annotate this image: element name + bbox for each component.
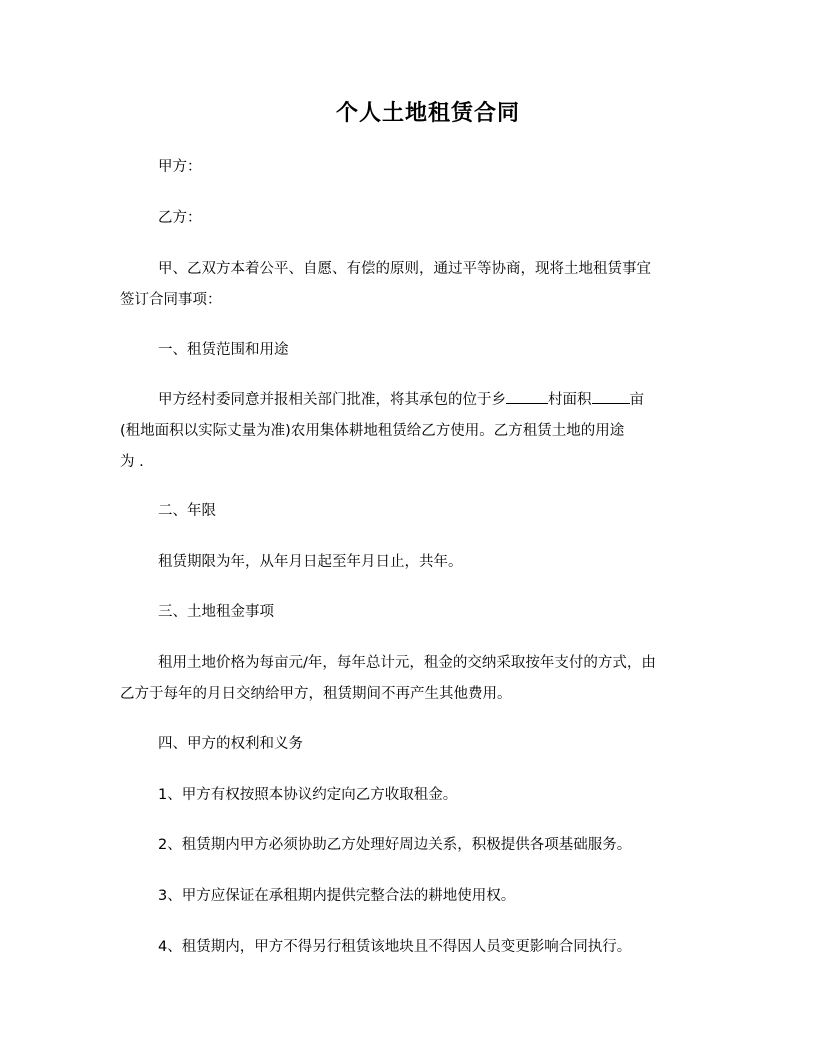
area-blank [592,389,630,404]
section-1-line-1-text-c: 亩 [629,392,644,408]
section-3-line-2: 乙方于每年的月日交纳给甲方，租赁期间不再产生其他费用。 [120,686,512,702]
intro-line-1: 甲、乙双方本着公平、自愿、有偿的原则，通过平等协商，现将土地租赁事宜 [158,261,651,277]
section-1-line-1 [120,385,690,416]
section-1-line-2: (租地面积以实际丈量为准)农用集体耕地租赁给乙方使用。乙方租赁土地的用途 [120,423,625,439]
section-1-line-1-text-b: 村面积 [548,392,592,408]
section-1-line-1-text: 甲方经村委同意并报相关部门批准，将其承包的位于乡 [158,392,506,408]
document-title: 个人土地租赁合同 [335,100,520,126]
intro-line-2: 签订合同事项： [120,292,222,308]
section-4-item-1: 1、甲方有权按照本协议约定向乙方收取租金。 [158,787,458,803]
section-4-item-2: 2、租赁期内甲方必须协助乙方处理好周边关系，积极提供各项基础服务。 [158,837,632,853]
village-blank [506,389,548,404]
section-1-paragraph [120,385,690,478]
party-b-label: 乙方： [158,210,202,226]
section-4-item-3: 3、甲方应保证在承租期内提供完整合法的耕地使用权。 [158,888,516,904]
section-4-item-4: 4、租赁期内，甲方不得另行租赁该地块且不得因人员变更影响合同执行。 [158,939,632,955]
section-1-line-3: 为 . [120,454,144,470]
section-1-heading: 一、租赁范围和用途 [158,342,289,358]
section-2-body: 租赁期限为年，从年月日起至年月日止，共年。 [158,554,463,570]
party-a-label: 甲方： [158,159,202,175]
section-3-paragraph [120,648,690,710]
section-3-heading: 三、土地租金事项 [158,604,274,620]
section-3-line-1: 租用土地价格为每亩元/年，每年总计元，租金的交纳采取按年支付的方式，由 [158,655,656,671]
section-2-heading: 二、年限 [158,503,216,519]
section-4-heading: 四、甲方的权利和义务 [158,736,303,752]
intro-paragraph [120,254,690,316]
